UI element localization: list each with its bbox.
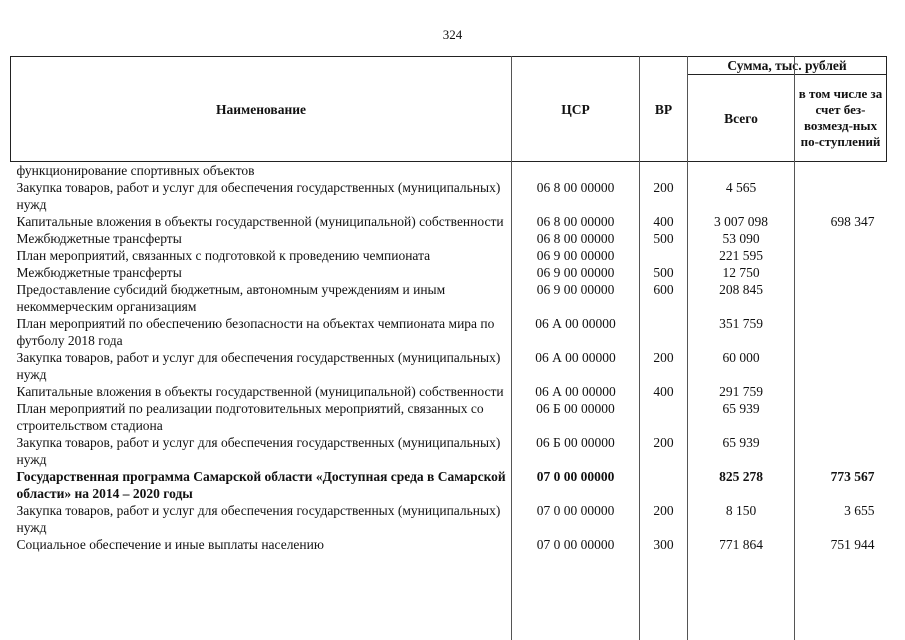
row-free <box>795 230 887 247</box>
row-csr: 06 8 00 00000 <box>536 231 615 246</box>
table-row <box>11 468 887 502</box>
row-free <box>795 162 887 180</box>
row-vr <box>640 468 688 502</box>
row-free <box>795 383 887 400</box>
row-csr: 06 8 00 00000 <box>536 180 615 195</box>
row-vr: 400 <box>653 384 674 399</box>
row-csr: 06 8 00 00000 <box>536 214 615 229</box>
row-csr: 06 Б 00 00000 <box>536 401 615 416</box>
row-total: 65 939 <box>722 401 760 416</box>
row-vr: 300 <box>653 537 674 552</box>
row-free <box>795 400 887 434</box>
row-free <box>795 179 887 213</box>
row-free <box>795 315 887 349</box>
row-name: функционирование спортивных объектов <box>16 163 255 178</box>
row-total: 65 939 <box>722 435 760 450</box>
row-vr: 500 <box>653 265 674 280</box>
row-vr: 400 <box>653 214 674 229</box>
row-total: 221 595 <box>719 248 763 263</box>
row-name: План мероприятий по обеспечению безопасности на объектах чемпионата мира по футболу 2018 года <box>16 316 495 348</box>
table-row <box>11 281 887 315</box>
page-number: 324 <box>442 27 463 42</box>
row-vr: 200 <box>653 503 674 518</box>
row-csr: 06 А 00 00000 <box>535 350 616 365</box>
row-free <box>795 349 887 383</box>
row-free: 698 347 <box>830 214 875 229</box>
row-name: Капитальные вложения в объекты государственной (муниципальной) собственности <box>16 384 504 399</box>
row-total <box>688 162 795 180</box>
row-total: 825 278 <box>719 469 763 484</box>
row-total: 4 565 <box>725 180 757 195</box>
row-vr: 500 <box>653 231 674 246</box>
row-free <box>795 434 887 468</box>
budget-table <box>10 56 887 553</box>
table-row <box>11 179 887 213</box>
table-row <box>11 247 887 264</box>
table-row <box>11 213 887 230</box>
row-name: Межбюджетные трансферты <box>16 265 182 280</box>
row-total: 3 007 098 <box>714 214 768 229</box>
row-csr: 06 9 00 00000 <box>536 248 615 263</box>
row-total: 8 150 <box>725 503 757 518</box>
row-name: Предоставление субсидий бюджетным, автономным учреждениям и иным некоммерческим организациям <box>16 282 446 314</box>
row-free: 773 567 <box>830 469 875 484</box>
row-free <box>795 281 887 315</box>
column-divider <box>687 56 688 640</box>
row-vr <box>640 247 688 264</box>
row-name: Межбюджетные трансферты <box>16 231 182 246</box>
row-total: 208 845 <box>719 282 763 297</box>
row-total: 60 000 <box>722 350 760 365</box>
row-name: Социальное обеспечение и иные выплаты населению <box>16 537 324 552</box>
row-csr: 07 0 00 00000 <box>536 537 615 552</box>
row-total: 291 759 <box>719 384 763 399</box>
row-name: Закупка товаров, работ и услуг для обеспечения государственных (муниципальных) нужд <box>16 350 501 382</box>
row-vr: 200 <box>653 435 674 450</box>
row-vr <box>640 162 688 180</box>
row-name: Государственная программа Самарской области «Доступная среда в Самарской области» на 2014 – 2020 годы <box>16 469 506 501</box>
header-vr: ВР <box>640 57 688 162</box>
row-name: Закупка товаров, работ и услуг для обеспечения государственных (муниципальных) нужд <box>16 503 501 535</box>
table-row <box>11 162 887 180</box>
header-free: в том числе за счет без-возмезд-ных по-ступлений <box>795 75 887 162</box>
table-row <box>11 400 887 434</box>
row-name: Закупка товаров, работ и услуг для обеспечения государственных (муниципальных) нужд <box>16 180 501 212</box>
row-vr <box>640 315 688 349</box>
table-body <box>11 162 887 554</box>
table-row <box>11 383 887 400</box>
header-total: Всего <box>688 75 795 162</box>
table-row <box>11 315 887 349</box>
row-vr: 200 <box>653 350 674 365</box>
table-header <box>11 57 887 162</box>
row-csr: 06 Б 00 00000 <box>536 435 615 450</box>
row-csr: 06 9 00 00000 <box>536 282 615 297</box>
header-sum: Сумма, тыс. рублей <box>688 57 887 75</box>
row-total: 771 864 <box>719 537 763 552</box>
row-free <box>795 247 887 264</box>
row-csr <box>512 162 640 180</box>
row-vr <box>640 400 688 434</box>
table-row <box>11 434 887 468</box>
row-name: План мероприятий по реализации подготовительных мероприятий, связанных со строительством стадиона <box>16 401 484 433</box>
header-name: Наименование <box>11 57 512 162</box>
row-total: 53 090 <box>722 231 760 246</box>
row-name: Закупка товаров, работ и услуг для обеспечения государственных (муниципальных) нужд <box>16 435 501 467</box>
column-divider <box>639 56 640 640</box>
row-name: План мероприятий, связанных с подготовкой к проведению чемпионата <box>16 248 431 263</box>
row-free: 3 655 <box>844 503 875 518</box>
table-row <box>11 264 887 281</box>
column-divider <box>511 56 512 640</box>
table-row <box>11 230 887 247</box>
row-csr: 07 0 00 00000 <box>536 503 615 518</box>
row-free: 751 944 <box>830 537 875 552</box>
table-row <box>11 349 887 383</box>
table-row <box>11 536 887 553</box>
row-csr: 06 А 00 00000 <box>535 316 616 331</box>
row-csr: 07 0 00 00000 <box>536 469 615 484</box>
column-divider <box>794 56 795 640</box>
row-name: Капитальные вложения в объекты государственной (муниципальной) собственности <box>16 214 504 229</box>
row-free <box>795 264 887 281</box>
row-total: 12 750 <box>722 265 760 280</box>
row-csr: 06 А 00 00000 <box>535 384 616 399</box>
header-csr: ЦСР <box>512 57 640 162</box>
row-total: 351 759 <box>719 316 763 331</box>
table-row <box>11 502 887 536</box>
row-csr: 06 9 00 00000 <box>536 265 615 280</box>
row-vr: 600 <box>653 282 674 297</box>
row-vr: 200 <box>653 180 674 195</box>
